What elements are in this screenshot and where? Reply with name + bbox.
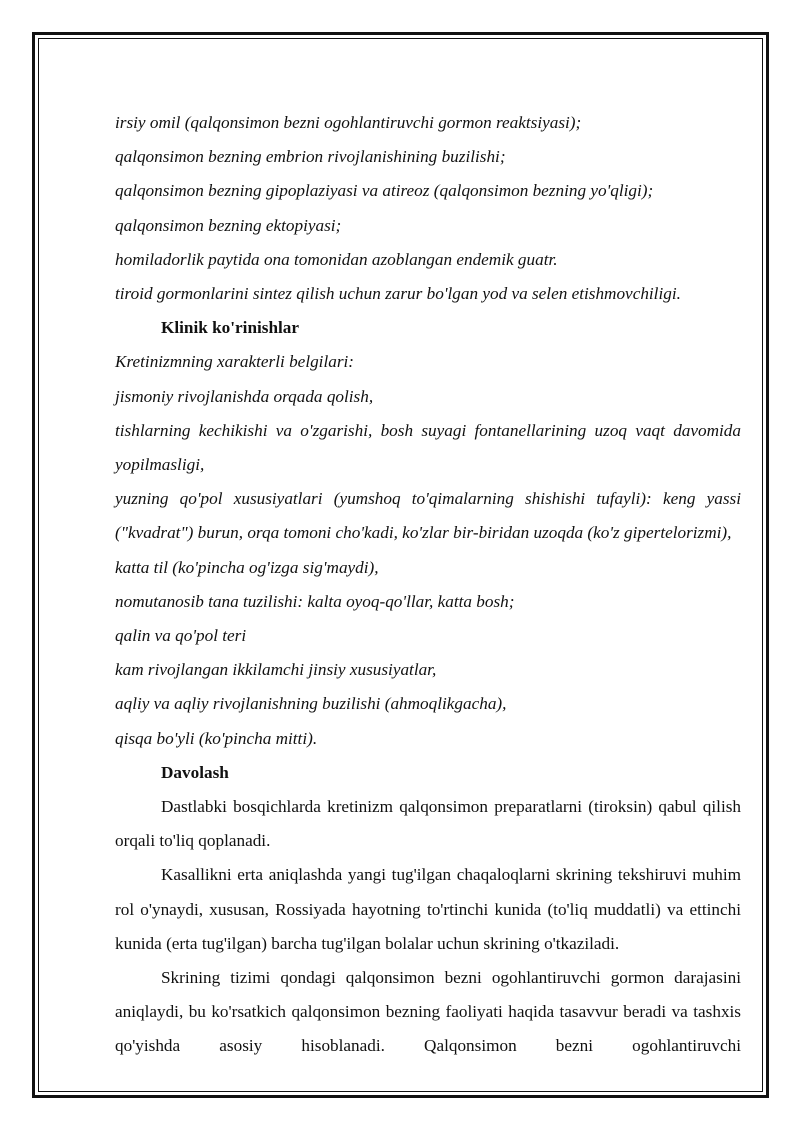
cause-item: qalqonsimon bezning gipoplaziyasi va atireoz (qalqonsimon bezning yo'qligi); [115,181,654,201]
clinical-intro: Kretinizmning xarakterli belgilari: [115,352,355,372]
cause-item: tiroid gormonlarini sintez qilish uchun zarur bo'lgan yod va selen etishmovchiligi. [115,284,681,304]
clinical-item: kam rivojlangan ikkilamchi jinsiy xususiyatlar, [115,660,437,680]
treatment-paragraph: Kasallikni erta aniqlashda yangi tug'ilgan chaqaloqlarni skrining tekshiruvi muhim rol o'ynaydi, xususan, Rossiyada hayotning to'rtinchi kunida (to'liq muddatli) va ettinchi kunida (erta tug'ilgan) barcha tug'ilgan bolalar uchun skrining o'tkaziladi. [115,865,741,953]
clinical-item: katta til (ko'pincha og'izga sig'maydi), [115,557,379,577]
clinical-item: qisqa bo'yli (ko'pincha mitti). [115,728,318,748]
clinical-item: jismoniy rivojlanishda orqada qolish, [115,386,374,406]
cause-item: homiladorlik paytida ona tomonidan azoblangan endemik guatr. [115,249,558,269]
section-heading-treatment: Davolash [161,762,229,782]
treatment-paragraph: Dastlabki bosqichlarda kretinizm qalqonsimon preparatlarni (tiroksin) qabul qilish orqali to'liq qoplanadi. [115,797,741,851]
cause-item: qalqonsimon bezning ektopiyasi; [115,215,342,235]
treatment-paragraph: Skrining tizimi qondagi qalqonsimon bezni ogohlantiruvchi gormon darajasini aniqlaydi, bu ko'rsatkich qalqonsimon bezning faoliyati haqida tasavvur beradi va tashxis qo'yishda asosiy hisoblanadi. Qalqonsimon bezni ogohlantiruvchi [115,968,741,1056]
cause-item: irsiy omil (qalqonsimon bezni ogohlantiruvchi gormon reaktsiyasi); [115,113,582,132]
clinical-item: nomutanosib tana tuzilishi: kalta oyoq-qo'llar, katta bosh; [115,591,515,611]
cause-item: qalqonsimon bezning embrion rivojlanishining buzilishi; [115,147,506,167]
clinical-item: aqliy va aqliy rivojlanishning buzilishi (ahmoqlikgacha), [115,694,507,714]
clinical-item: qalin va qo'pol teri [115,626,247,646]
section-heading-clinical: Klinik ko'rinishlar [161,318,300,338]
clinical-item: yuzning qo'pol xususiyatlari (yumshoq to'qimalarning shishishi tufayli): keng yassi ("kvadrat") burun, orqa tomoni cho'kadi, ko'zlar bir-biridan uzoqda (ko'z gipertelorizmi), [115,489,741,543]
document-body [115,106,741,1064]
clinical-item: tishlarning kechikishi va o'zgarishi, bosh suyagi fontanellarining uzoq vaqt davomida yopilmasligi, [115,420,741,475]
